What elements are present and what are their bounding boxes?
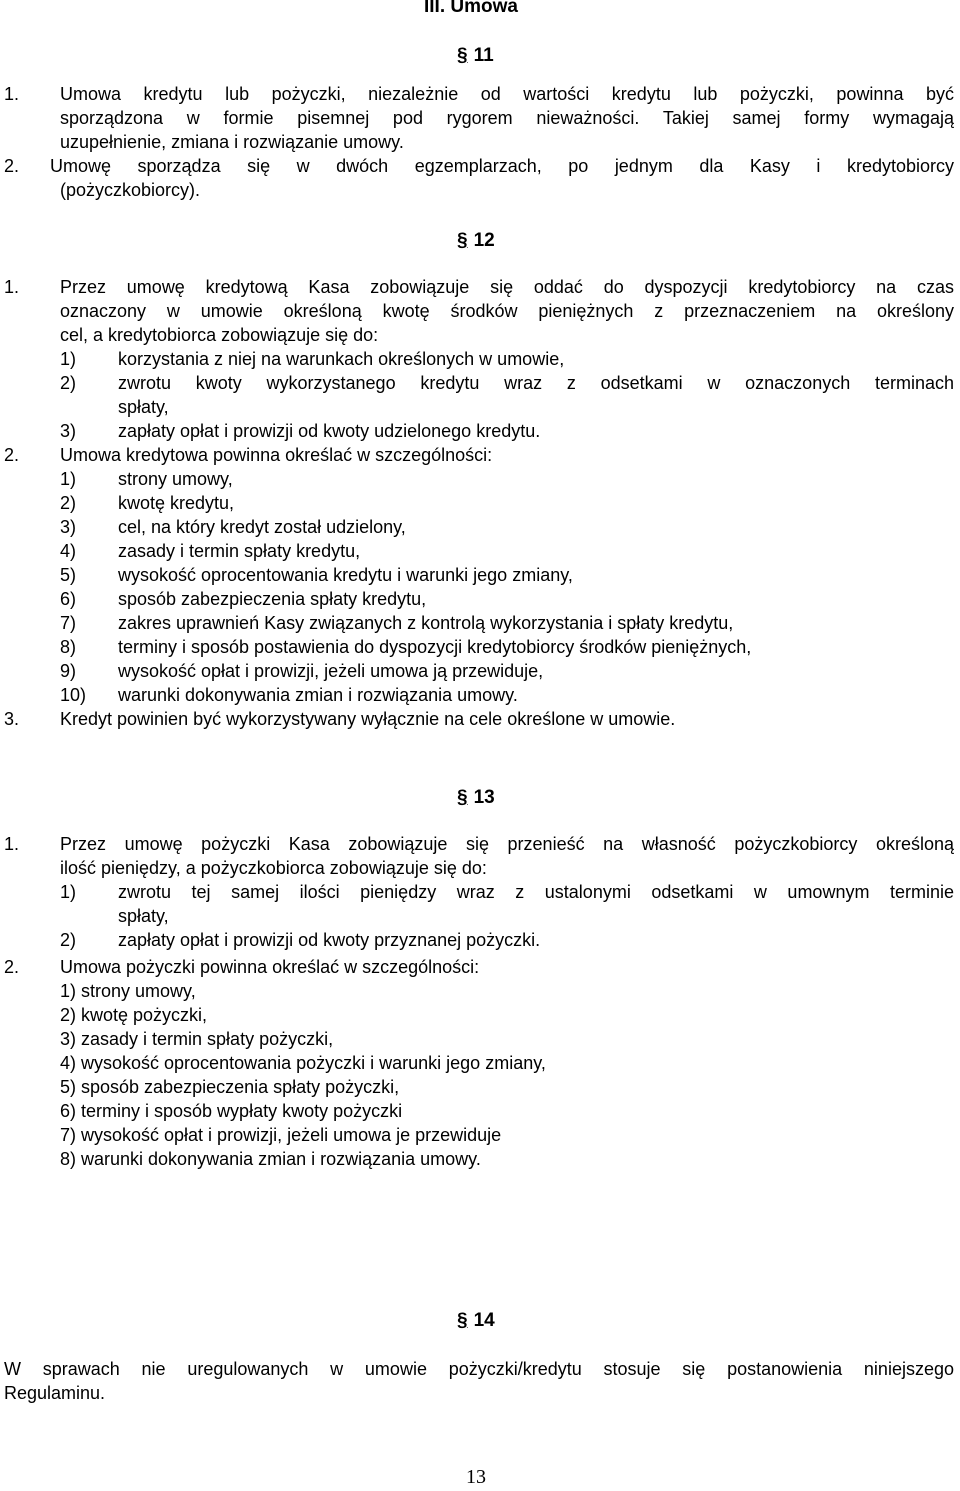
s12-p3-text: Kredyt powinien być wykorzystywany wyłącznie na cele określone w umowie. bbox=[60, 709, 676, 729]
list-item-text: zwrotu kwoty wykorzystanego kredytu wraz z odsetkami w oznaczonych terminach bbox=[118, 373, 954, 393]
list-item-text: korzystania z niej na warunkach określonych w umowie, bbox=[118, 349, 565, 369]
list-item: 8) warunki dokonywania zmian i rozwiązania umowy. bbox=[60, 1149, 481, 1169]
list-item-number: 2) bbox=[60, 493, 77, 513]
list-item-text: wysokość oprocentowania kredytu i warunki jego zmiany, bbox=[118, 565, 573, 585]
s11-p1-line3: uzupełnienie, zmiana i rozwiązanie umowy. bbox=[60, 132, 404, 152]
list-item-number: 1) bbox=[60, 469, 77, 489]
list-item-text-cont: spłaty, bbox=[118, 906, 169, 926]
s11-p2-line1: Umowę sporządza się w dwóch egzemplarzach, po jednym dla Kasy i kredytobiorcy bbox=[50, 156, 954, 176]
list-item-text: zakres uprawnień Kasy związanych z kontrolą wykorzystania i spłaty kredytu, bbox=[118, 613, 734, 633]
list-item-number: 1) bbox=[60, 882, 77, 902]
list-item-number: 2) bbox=[60, 373, 77, 393]
s12-p1-line1: Przez umowę kredytową Kasa zobowiązuje się oddać do dyspozycji kredytobiorcy na czas bbox=[60, 277, 954, 297]
s13-p1-line2: ilość pieniędzy, a pożyczkobiorca zobowiązuje się do: bbox=[60, 858, 487, 878]
list-item-text: warunki dokonywania zmian i rozwiązania umowy. bbox=[118, 685, 518, 705]
s14-line2: Regulaminu. bbox=[4, 1383, 106, 1403]
list-item-text: zwrotu tej samej ilości pieniędzy wraz z ustalonymi odsetkami w umownym terminie bbox=[118, 882, 954, 902]
s12-p2-text: Umowa kredytowa powinna określać w szczególności: bbox=[60, 445, 493, 465]
section-14-heading: § 14 bbox=[457, 1310, 495, 1331]
s13-p1-number: 1. bbox=[4, 834, 20, 854]
list-item: 5) sposób zabezpieczenia spłaty pożyczki, bbox=[60, 1077, 400, 1097]
list-item-text: cel, na który kredyt został udzielony, bbox=[118, 517, 406, 537]
page-number: 13 bbox=[466, 1466, 486, 1488]
list-item-text: terminy i sposób postawienia do dyspozycji kredytobiorcy środków pieniężnych, bbox=[118, 637, 752, 657]
s13-p1-line1: Przez umowę pożyczki Kasa zobowiązuje się przenieść na własność pożyczkobiorcy określoną bbox=[60, 834, 954, 854]
list-item-number: 2) bbox=[60, 930, 77, 950]
s12-p2-number: 2. bbox=[4, 445, 20, 465]
list-item-number: 9) bbox=[60, 661, 77, 681]
list-item: 7) wysokość opłat i prowizji, jeżeli umowa je przewiduje bbox=[60, 1125, 502, 1145]
list-item-text: wysokość opłat i prowizji, jeżeli umowa ją przewiduje, bbox=[118, 661, 544, 681]
list-item-number: 5) bbox=[60, 565, 77, 585]
list-item-number: 7) bbox=[60, 613, 77, 633]
list-item: 6) terminy i sposób wypłaty kwoty pożyczki bbox=[60, 1101, 403, 1121]
list-item: 2) kwotę pożyczki, bbox=[60, 1005, 208, 1025]
list-item-number: 3) bbox=[60, 517, 77, 537]
list-item-number: 6) bbox=[60, 589, 77, 609]
list-item: 4) wysokość oprocentowania pożyczki i warunki jego zmiany, bbox=[60, 1053, 546, 1073]
list-item: 3) zasady i termin spłaty pożyczki, bbox=[60, 1029, 334, 1049]
s12-p1-line2: oznaczony w umowie określoną kwotę środków pieniężnych z przeznaczeniem na określony bbox=[60, 301, 954, 321]
s13-p2-number: 2. bbox=[4, 957, 20, 977]
list-item-text-cont: spłaty, bbox=[118, 397, 169, 417]
list-item-text: kwotę kredytu, bbox=[118, 493, 235, 513]
list-item-number: 1) bbox=[60, 349, 77, 369]
s11-p2-number: 2. bbox=[4, 156, 20, 176]
list-item-text: zasady i termin spłaty kredytu, bbox=[118, 541, 361, 561]
section-12-heading: § 12 bbox=[457, 230, 495, 251]
list-item-number: 3) bbox=[60, 421, 77, 441]
s13-p2-text: Umowa pożyczki powinna określać w szczególności: bbox=[60, 957, 480, 977]
s14-line1: W sprawach nie uregulowanych w umowie pożyczki/kredytu stosuje się postanowienia niniejszego bbox=[4, 1359, 954, 1379]
s12-p3-number: 3. bbox=[4, 709, 20, 729]
s11-p2-line2: (pożyczkobiorcy). bbox=[60, 180, 201, 200]
list-item-text: zapłaty opłat i prowizji od kwoty przyznanej pożyczki. bbox=[118, 930, 541, 950]
list-item-number: 8) bbox=[60, 637, 77, 657]
s11-p1-line1: Umowa kredytu lub pożyczki, niezależnie od wartości kredytu lub pożyczki, powinna być bbox=[60, 84, 954, 104]
section-11-heading: § 11 bbox=[457, 45, 494, 66]
list-item-text: sposób zabezpieczenia spłaty kredytu, bbox=[118, 589, 427, 609]
list-item-text: strony umowy, bbox=[118, 469, 233, 489]
list-item-number: 10) bbox=[60, 685, 87, 705]
list-item-number: 4) bbox=[60, 541, 77, 561]
section-13-heading: § 13 bbox=[457, 787, 495, 808]
list-item: 1) strony umowy, bbox=[60, 981, 196, 1001]
s12-p1-line3: cel, a kredytobiorca zobowiązuje się do: bbox=[60, 325, 379, 345]
s11-p1-number: 1. bbox=[4, 84, 20, 104]
list-item-text: zapłaty opłat i prowizji od kwoty udzielonego kredytu. bbox=[118, 421, 541, 441]
s12-p1-number: 1. bbox=[4, 277, 20, 297]
chapter-heading: III. Umowa bbox=[424, 0, 518, 17]
s11-p1-line2: sporządzona w formie pisemnej pod rygorem nieważności. Takiej samej formy wymagają bbox=[60, 108, 954, 128]
